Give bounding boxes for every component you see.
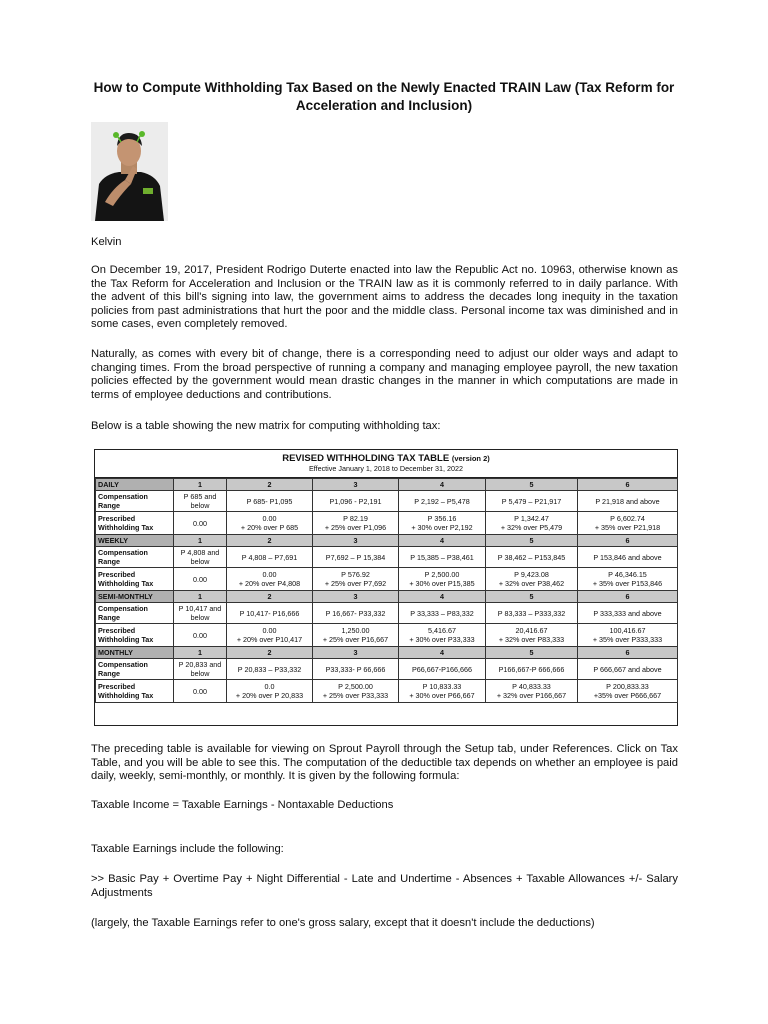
compensation-range-label: Compensation Range <box>96 491 174 512</box>
withholding-tax-cell <box>578 624 678 647</box>
withholding-base-amount: 0.00 <box>262 514 277 523</box>
tax-bracket-number: 6 <box>578 591 678 603</box>
withholding-base-amount: P 40,833.33 <box>512 682 551 691</box>
withholding-base-amount: P 1,342.47 <box>514 514 549 523</box>
withholding-tax-cell <box>486 512 578 535</box>
withholding-base-amount: 0.00 <box>262 570 277 579</box>
withholding-tax-cell <box>313 680 399 703</box>
prescribed-withholding-label: Prescribed Withholding Tax <box>96 624 174 647</box>
withholding-excess-rate: + 35% over P153,846 <box>592 579 663 588</box>
tax-range-row <box>96 603 678 624</box>
compensation-range-cell: P 685 and below <box>174 491 227 512</box>
withholding-base-amount: P 46,346.15 <box>608 570 647 579</box>
tax-bracket-number: 3 <box>313 479 399 491</box>
tax-bracket-number: 1 <box>174 479 227 491</box>
withholding-tax-cell <box>174 680 227 703</box>
tax-section-name: SEMI-MONTHLY <box>96 591 174 603</box>
withholding-excess-rate: + 32% over P38,462 <box>498 579 565 588</box>
tax-table-grid <box>95 478 678 703</box>
compensation-range-cell: P 2,192 – P5,478 <box>399 491 486 512</box>
withholding-base-amount: 0.00 <box>193 518 207 528</box>
tax-bracket-number: 5 <box>486 591 578 603</box>
tax-withholding-row <box>96 512 678 535</box>
withholding-tax-cell <box>227 568 313 591</box>
withholding-excess-rate: + 25% over P7,692 <box>324 579 387 588</box>
compensation-range-cell: P1,096 - P2,191 <box>313 491 399 512</box>
tax-bracket-number: 1 <box>174 535 227 547</box>
withholding-excess-rate: + 25% over P16,667 <box>322 635 389 644</box>
withholding-base-amount: 20,416.67 <box>515 626 548 635</box>
tax-section-name: MONTHLY <box>96 647 174 659</box>
compensation-range-cell: P 10,417- P16,666 <box>227 603 313 624</box>
paragraph-table-intro: Below is a table showing the new matrix for computing withholding tax: <box>91 420 441 432</box>
withholding-base-amount: P 10,833.33 <box>422 682 462 691</box>
withholding-excess-rate: + 20% over P 685 <box>240 523 299 532</box>
withholding-base-amount: P 200,833.33 <box>606 682 649 691</box>
paragraph-sprout-payroll: The preceding table is available for viewing on Sprout Payroll through the Setup tab, under References. Click on Tax Table, and you will be able to see this. The computation of the deductible tax depends on whether an employee is paid daily, weekly, semi-monthly, or monthly. It is given by the following formula: <box>91 743 678 782</box>
prescribed-withholding-label: Prescribed Withholding Tax <box>96 680 174 703</box>
compensation-range-label: Compensation Range <box>96 659 174 680</box>
compensation-range-cell: P 5,479 – P21,917 <box>486 491 578 512</box>
compensation-range-cell: P7,692 – P 15,384 <box>313 547 399 568</box>
compensation-range-cell: P33,333- P 66,666 <box>313 659 399 680</box>
tax-range-row <box>96 491 678 512</box>
tax-table-title-text: REVISED WITHHOLDING TAX TABLE <box>282 453 450 464</box>
tax-bracket-number: 2 <box>227 535 313 547</box>
withholding-tax-cell <box>313 568 399 591</box>
tax-bracket-number: 4 <box>399 591 486 603</box>
tax-bracket-number: 2 <box>227 647 313 659</box>
tax-bracket-number: 3 <box>313 591 399 603</box>
compensation-range-cell: P 153,846 and above <box>578 547 678 568</box>
tax-withholding-row <box>96 680 678 703</box>
withholding-base-amount: P 356.16 <box>427 514 457 523</box>
compensation-range-cell: P 21,918 and above <box>578 491 678 512</box>
paragraph-earnings-formula: >> Basic Pay + Overtime Pay + Night Differential - Late and Undertime - Absences + Taxable Allowances +/- Salary Adjustments <box>91 873 678 899</box>
withholding-tax-cell <box>313 624 399 647</box>
compensation-range-cell: P 33,333 – P83,332 <box>399 603 486 624</box>
withholding-base-amount: P 9,423.08 <box>514 570 549 579</box>
tax-bracket-number: 4 <box>399 479 486 491</box>
tax-range-row <box>96 547 678 568</box>
withholding-tax-table <box>94 449 678 726</box>
withholding-excess-rate: + 20% over P4,808 <box>238 579 301 588</box>
withholding-tax-cell <box>227 624 313 647</box>
withholding-excess-rate: + 32% over P83,333 <box>498 635 565 644</box>
withholding-excess-rate: +35% over P666,667 <box>593 691 662 700</box>
withholding-excess-rate: + 32% over P5,479 <box>500 523 563 532</box>
author-photo-image <box>91 122 168 221</box>
compensation-range-cell: P 15,385 – P38,461 <box>399 547 486 568</box>
prescribed-withholding-label: Prescribed Withholding Tax <box>96 512 174 535</box>
prescribed-withholding-label: Prescribed Withholding Tax <box>96 568 174 591</box>
withholding-excess-rate: + 25% over P1,096 <box>324 523 387 532</box>
withholding-base-amount: 100,416.67 <box>609 626 646 635</box>
withholding-tax-cell <box>399 568 486 591</box>
compensation-range-cell: P 16,667- P33,332 <box>313 603 399 624</box>
tax-bracket-number: 5 <box>486 479 578 491</box>
tax-table-effective-date: Effective January 1, 2018 to December 31, 2022 <box>308 464 464 473</box>
paragraph-taxable-earnings: Taxable Earnings include the following: <box>91 843 284 855</box>
compensation-range-cell: P 83,333 – P333,332 <box>486 603 578 624</box>
withholding-base-amount: 1,250.00 <box>341 626 370 635</box>
withholding-excess-rate: + 20% over P 20,833 <box>235 691 304 700</box>
tax-range-row <box>96 659 678 680</box>
author-photo <box>91 122 168 221</box>
compensation-range-cell: P166,667-P 666,666 <box>486 659 578 680</box>
tax-bracket-number: 5 <box>486 535 578 547</box>
withholding-excess-rate: + 25% over P33,333 <box>322 691 389 700</box>
tax-bracket-number: 2 <box>227 591 313 603</box>
tax-withholding-row <box>96 568 678 591</box>
tax-bracket-number: 6 <box>578 479 678 491</box>
withholding-tax-cell <box>399 624 486 647</box>
withholding-excess-rate: + 30% over P33,333 <box>409 635 475 644</box>
withholding-tax-cell <box>227 680 313 703</box>
withholding-base-amount: P 576.92 <box>341 570 370 579</box>
tax-bracket-number: 1 <box>174 591 227 603</box>
tax-bracket-number: 1 <box>174 647 227 659</box>
tax-bracket-number: 6 <box>578 535 678 547</box>
withholding-base-amount: P 6,602.74 <box>610 514 645 523</box>
compensation-range-cell: P 685- P1,095 <box>227 491 313 512</box>
tax-section-header <box>96 535 678 547</box>
withholding-base-amount: 0.0 <box>264 682 275 691</box>
withholding-tax-cell <box>578 568 678 591</box>
compensation-range-cell: P 4,808 and below <box>174 547 227 568</box>
tax-bracket-number: 5 <box>486 647 578 659</box>
tax-bracket-number: 6 <box>578 647 678 659</box>
withholding-excess-rate: + 30% over P66,667 <box>409 691 475 700</box>
compensation-range-label: Compensation Range <box>96 603 174 624</box>
paragraph-change: Naturally, as comes with every bit of change, there is a corresponding need to adjust our older ways and adapt to changing times. From the broad perspective of running a company and managing employee payroll, the new taxation policies effected by the government would mean drastic changes in the manner in which computations are made in terms of employee deductions and contributions. <box>91 348 678 401</box>
tax-withholding-row <box>96 624 678 647</box>
withholding-tax-cell <box>399 680 486 703</box>
compensation-range-cell: P66,667-P166,666 <box>399 659 486 680</box>
withholding-base-amount: P 2,500.00 <box>338 682 373 691</box>
compensation-range-label: Compensation Range <box>96 547 174 568</box>
withholding-excess-rate: + 35% over P333,333 <box>592 635 663 644</box>
withholding-tax-cell <box>313 512 399 535</box>
withholding-base-amount: P 82.19 <box>343 514 368 523</box>
withholding-excess-rate: + 32% over P166,667 <box>496 691 567 700</box>
tax-table-version: (version 2) <box>451 454 490 463</box>
withholding-tax-cell <box>486 568 578 591</box>
withholding-tax-cell <box>399 512 486 535</box>
withholding-base-amount: 5,416.67 <box>428 626 456 635</box>
tax-section-header <box>96 479 678 491</box>
compensation-range-cell: P 20,833 and below <box>174 659 227 680</box>
tax-bracket-number: 3 <box>313 647 399 659</box>
tax-section-name: WEEKLY <box>96 535 174 547</box>
withholding-base-amount: 0.00 <box>262 626 277 635</box>
tax-bracket-number: 3 <box>313 535 399 547</box>
tax-section-header <box>96 591 678 603</box>
withholding-tax-cell <box>578 680 678 703</box>
tax-table-title <box>95 450 677 464</box>
compensation-range-cell: P 666,667 and above <box>578 659 678 680</box>
tax-section-header <box>96 647 678 659</box>
paragraph-formula: Taxable Income = Taxable Earnings - Nontaxable Deductions <box>91 799 394 811</box>
tax-bracket-number: 2 <box>227 479 313 491</box>
tax-table-header <box>95 450 677 478</box>
compensation-range-cell: P 10,417 and below <box>174 603 227 624</box>
document-title: How to Compute Withholding Tax Based on the Newly Enacted TRAIN Law (Tax Reform for Acceleration and Inclusion) <box>93 80 675 113</box>
withholding-tax-cell <box>174 512 227 535</box>
tax-section-name: DAILY <box>96 479 174 491</box>
withholding-tax-cell <box>174 568 227 591</box>
paragraph-gross-salary-note: (largely, the Taxable Earnings refer to one's gross salary, except that it doesn't include the deductions) <box>91 917 595 929</box>
withholding-excess-rate: + 30% over P2,192 <box>411 523 473 532</box>
author-name: Kelvin <box>91 236 122 248</box>
withholding-excess-rate: + 20% over P10,417 <box>236 635 303 644</box>
compensation-range-cell: P 20,833 – P33,332 <box>227 659 313 680</box>
compensation-range-cell: P 333,333 and above <box>578 603 678 624</box>
withholding-tax-cell <box>486 624 578 647</box>
withholding-tax-cell <box>486 680 578 703</box>
withholding-tax-cell <box>578 512 678 535</box>
withholding-base-amount: 0.00 <box>193 574 207 584</box>
withholding-tax-cell <box>227 512 313 535</box>
tax-bracket-number: 4 <box>399 535 486 547</box>
compensation-range-cell: P 38,462 – P153,845 <box>486 547 578 568</box>
tax-bracket-number: 4 <box>399 647 486 659</box>
withholding-tax-cell <box>174 624 227 647</box>
compensation-range-cell: P 4,808 – P7,691 <box>227 547 313 568</box>
paragraph-intro: On December 19, 2017, President Rodrigo Duterte enacted into law the Republic Act no. 10963, otherwise known as the Tax Reform for Acceleration and Inclusion or the TRAIN law as it is commonly referred to in daily parlance. With the advent of this bill's signing into law, the government aims to address the decades long inequity in the taxation policies from past administrations that hurt the poor and the middle class. Personal income tax was diminished and in some cases, even completely removed. <box>91 264 678 330</box>
withholding-excess-rate: + 35% over P21,918 <box>594 523 661 532</box>
withholding-base-amount: 0.00 <box>193 686 207 696</box>
withholding-base-amount: 0.00 <box>193 630 207 640</box>
withholding-base-amount: P 2,500.00 <box>424 570 460 579</box>
withholding-excess-rate: + 30% over P15,385 <box>409 579 475 588</box>
